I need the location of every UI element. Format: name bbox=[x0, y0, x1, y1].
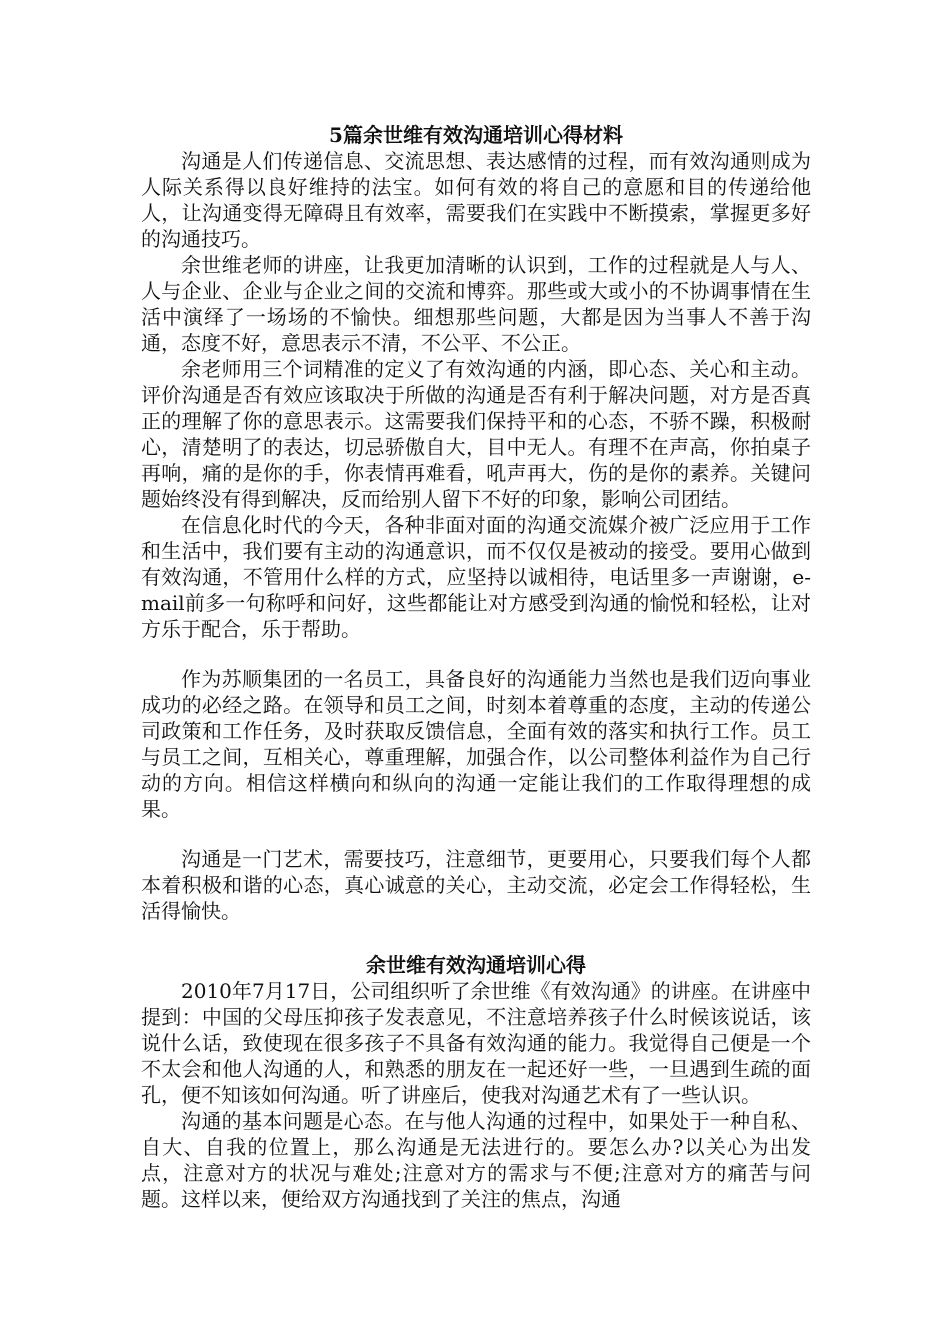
section1-paragraph-5: 作为苏顺集团的一名员工，具备良好的沟通能力当然也是我们迈向事业成功的必经之路。在领导和员工之间，时刻本着尊重的态度，主动的传递公司政策和工作任务，及时获取反馈信息，全面有效的落实和执行工作。员工与员工之间，互相关心，尊重理解，加强合作，以公司整体利益作为自己行动的方向。相信这样横向和纵向的沟通一定能让我们的工作取得理想的成果。 bbox=[141, 667, 811, 821]
section2-paragraph-1: 2010年7月17日，公司组织听了余世维《有效沟通》的讲座。在讲座中提到：中国的父母压抑孩子发表意见，不注意培养孩子什么时候该说话，该说什么话，致使现在很多孩子不具备有效沟通的能力。我觉得自己便是一个不太会和他人沟通的人，和熟悉的朋友在一起还好一些，一旦遇到生疏的面孔，便不知该如何沟通。听了讲座后，使我对沟通艺术有了一些认识。 bbox=[141, 979, 811, 1107]
section2-paragraph-2: 沟通的基本问题是心态。在与他人沟通的过程中，如果处于一种自私、自大、自我的位置上，那么沟通是无法进行的。要怎么办?以关心为出发点，注意对方的状况与难处;注意对方的需求与不便;注意对方的痛苦与问题。这样以来，便给双方沟通找到了关注的焦点，沟通 bbox=[141, 1109, 811, 1211]
section1-paragraph-4: 在信息化时代的今天，各种非面对面的沟通交流媒介被广泛应用于工作和生活中，我们要有主动的沟通意识，而不仅仅是被动的接受。要用心做到有效沟通，不管用什么样的方式，应坚持以诚相待，电话里多一声谢谢，e-mail前多一句称呼和问好，这些都能让对方感受到沟通的愉悦和轻松，让对方乐于配合，乐于帮助。 bbox=[141, 513, 811, 641]
section1-paragraph-3: 余老师用三个词精准的定义了有效沟通的内涵，即心态、关心和主动。评价沟通是否有效应该取决于所做的沟通是否有利于解决问题，对方是否真正的理解了你的意思表示。这需要我们保持平和的心态，不骄不躁，积极耐心，清楚明了的表达，切忌骄傲自大，目中无人。有理不在声高，你拍桌子再响，痛的是你的手，你表情再难看，吼声再大，伤的是你的素养。关键问题始终没有得到解决，反而给别人留下不好的印象，影响公司团结。 bbox=[141, 357, 811, 511]
section1-title: 5篇余世维有效沟通培训心得材料 bbox=[329, 123, 623, 147]
document-body bbox=[141, 122, 811, 1212]
section1-paragraph-2: 余世维老师的讲座，让我更加清晰的认识到，工作的过程就是人与人、人与企业、企业与企业之间的交流和博弈。那些或大或小的不协调事情在生活中演绎了一场场的不愉快。细想那些问题，大都是因为当事人不善于沟通，态度不好，意思表示不清，不公平、不公正。 bbox=[141, 253, 811, 355]
section1-paragraph-6: 沟通是一门艺术，需要技巧，注意细节，更要用心，只要我们每个人都本着积极和谐的心态，真心诚意的关心，主动交流，必定会工作得轻松，生活得愉快。 bbox=[141, 847, 811, 923]
section1-paragraph-1: 沟通是人们传递信息、交流思想、表达感情的过程，而有效沟通则成为人际关系得以良好维持的法宝。如何有效的将自己的意愿和目的传递给他人，让沟通变得无障碍且有效率，需要我们在实践中不断摸索，掌握更多好的沟通技巧。 bbox=[141, 149, 811, 251]
section2-title: 余世维有效沟通培训心得 bbox=[366, 953, 586, 977]
